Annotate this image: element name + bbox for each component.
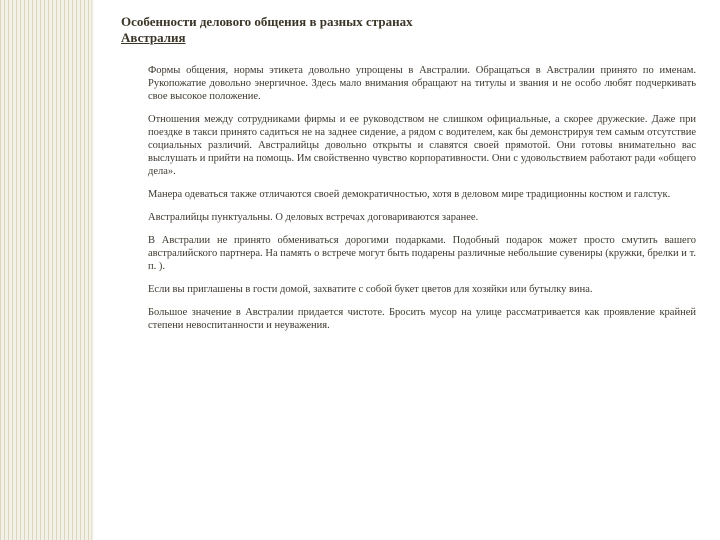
- list-item-text: Манера одеваться также отличаются своей демократичностью, хотя в деловом мире традиционны костюм и галстук.: [148, 189, 671, 200]
- list-item: [121, 64, 696, 103]
- list-item: [121, 234, 696, 273]
- decorative-stripe-edge: [91, 0, 94, 540]
- list-item: [121, 113, 696, 178]
- list-item: [121, 306, 696, 332]
- list-item-text: Большое значение в Австралии придается чистоте. Бросить мусор на улице рассматривается как проявление крайней степени невоспитанности и неуважения.: [148, 307, 696, 331]
- list-item-text: Отношения между сотрудниками фирмы и ее руководством не слишком официальные, а скорее дружеские. Даже при поездке в такси принято садиться не на заднее сидение, а рядом с водителем, как бы демонстрируя тем самым отсутствие социальных различий. Австралийцы довольно открыты и славятся своей прямотой. Они готовы внимательно вас выслушать и прийти на помощь. Им свойственно чувство корпоративности. Они с удовольствием работают ради «общего дела».: [148, 114, 696, 177]
- list-item: [121, 188, 696, 201]
- decorative-stripe-panel: [0, 0, 91, 540]
- bullet-list: [121, 64, 696, 332]
- list-item-text: Австралийцы пунктуальны. О деловых встречах договариваются заранее.: [148, 212, 479, 223]
- list-item-text: В Австралии не принято обмениваться дорогими подарками. Подобный подарок может просто смутить вашего австралийского партнера. На память о встрече могут быть подарены различные небольшие сувениры (кружки, брелки и т. п. ).: [148, 235, 696, 272]
- list-item-text: Формы общения, нормы этикета довольно упрощены в Австралии. Обращаться в Австралии принято по именам. Рукопожатие довольно энергичное. Здесь мало внимания обращают на титулы и звания и не особо любят подчеркивать свое высокое положение.: [148, 65, 696, 102]
- list-item: [121, 283, 696, 296]
- list-item-text: Если вы приглашены в гости домой, захватите с собой букет цветов для хозяйки или бутылку вина.: [148, 284, 593, 295]
- page-title: Особенности делового общения в разных странах: [121, 14, 413, 29]
- slide-content: [121, 14, 696, 342]
- list-item: [121, 211, 696, 224]
- section-subtitle: Австралия: [121, 30, 186, 45]
